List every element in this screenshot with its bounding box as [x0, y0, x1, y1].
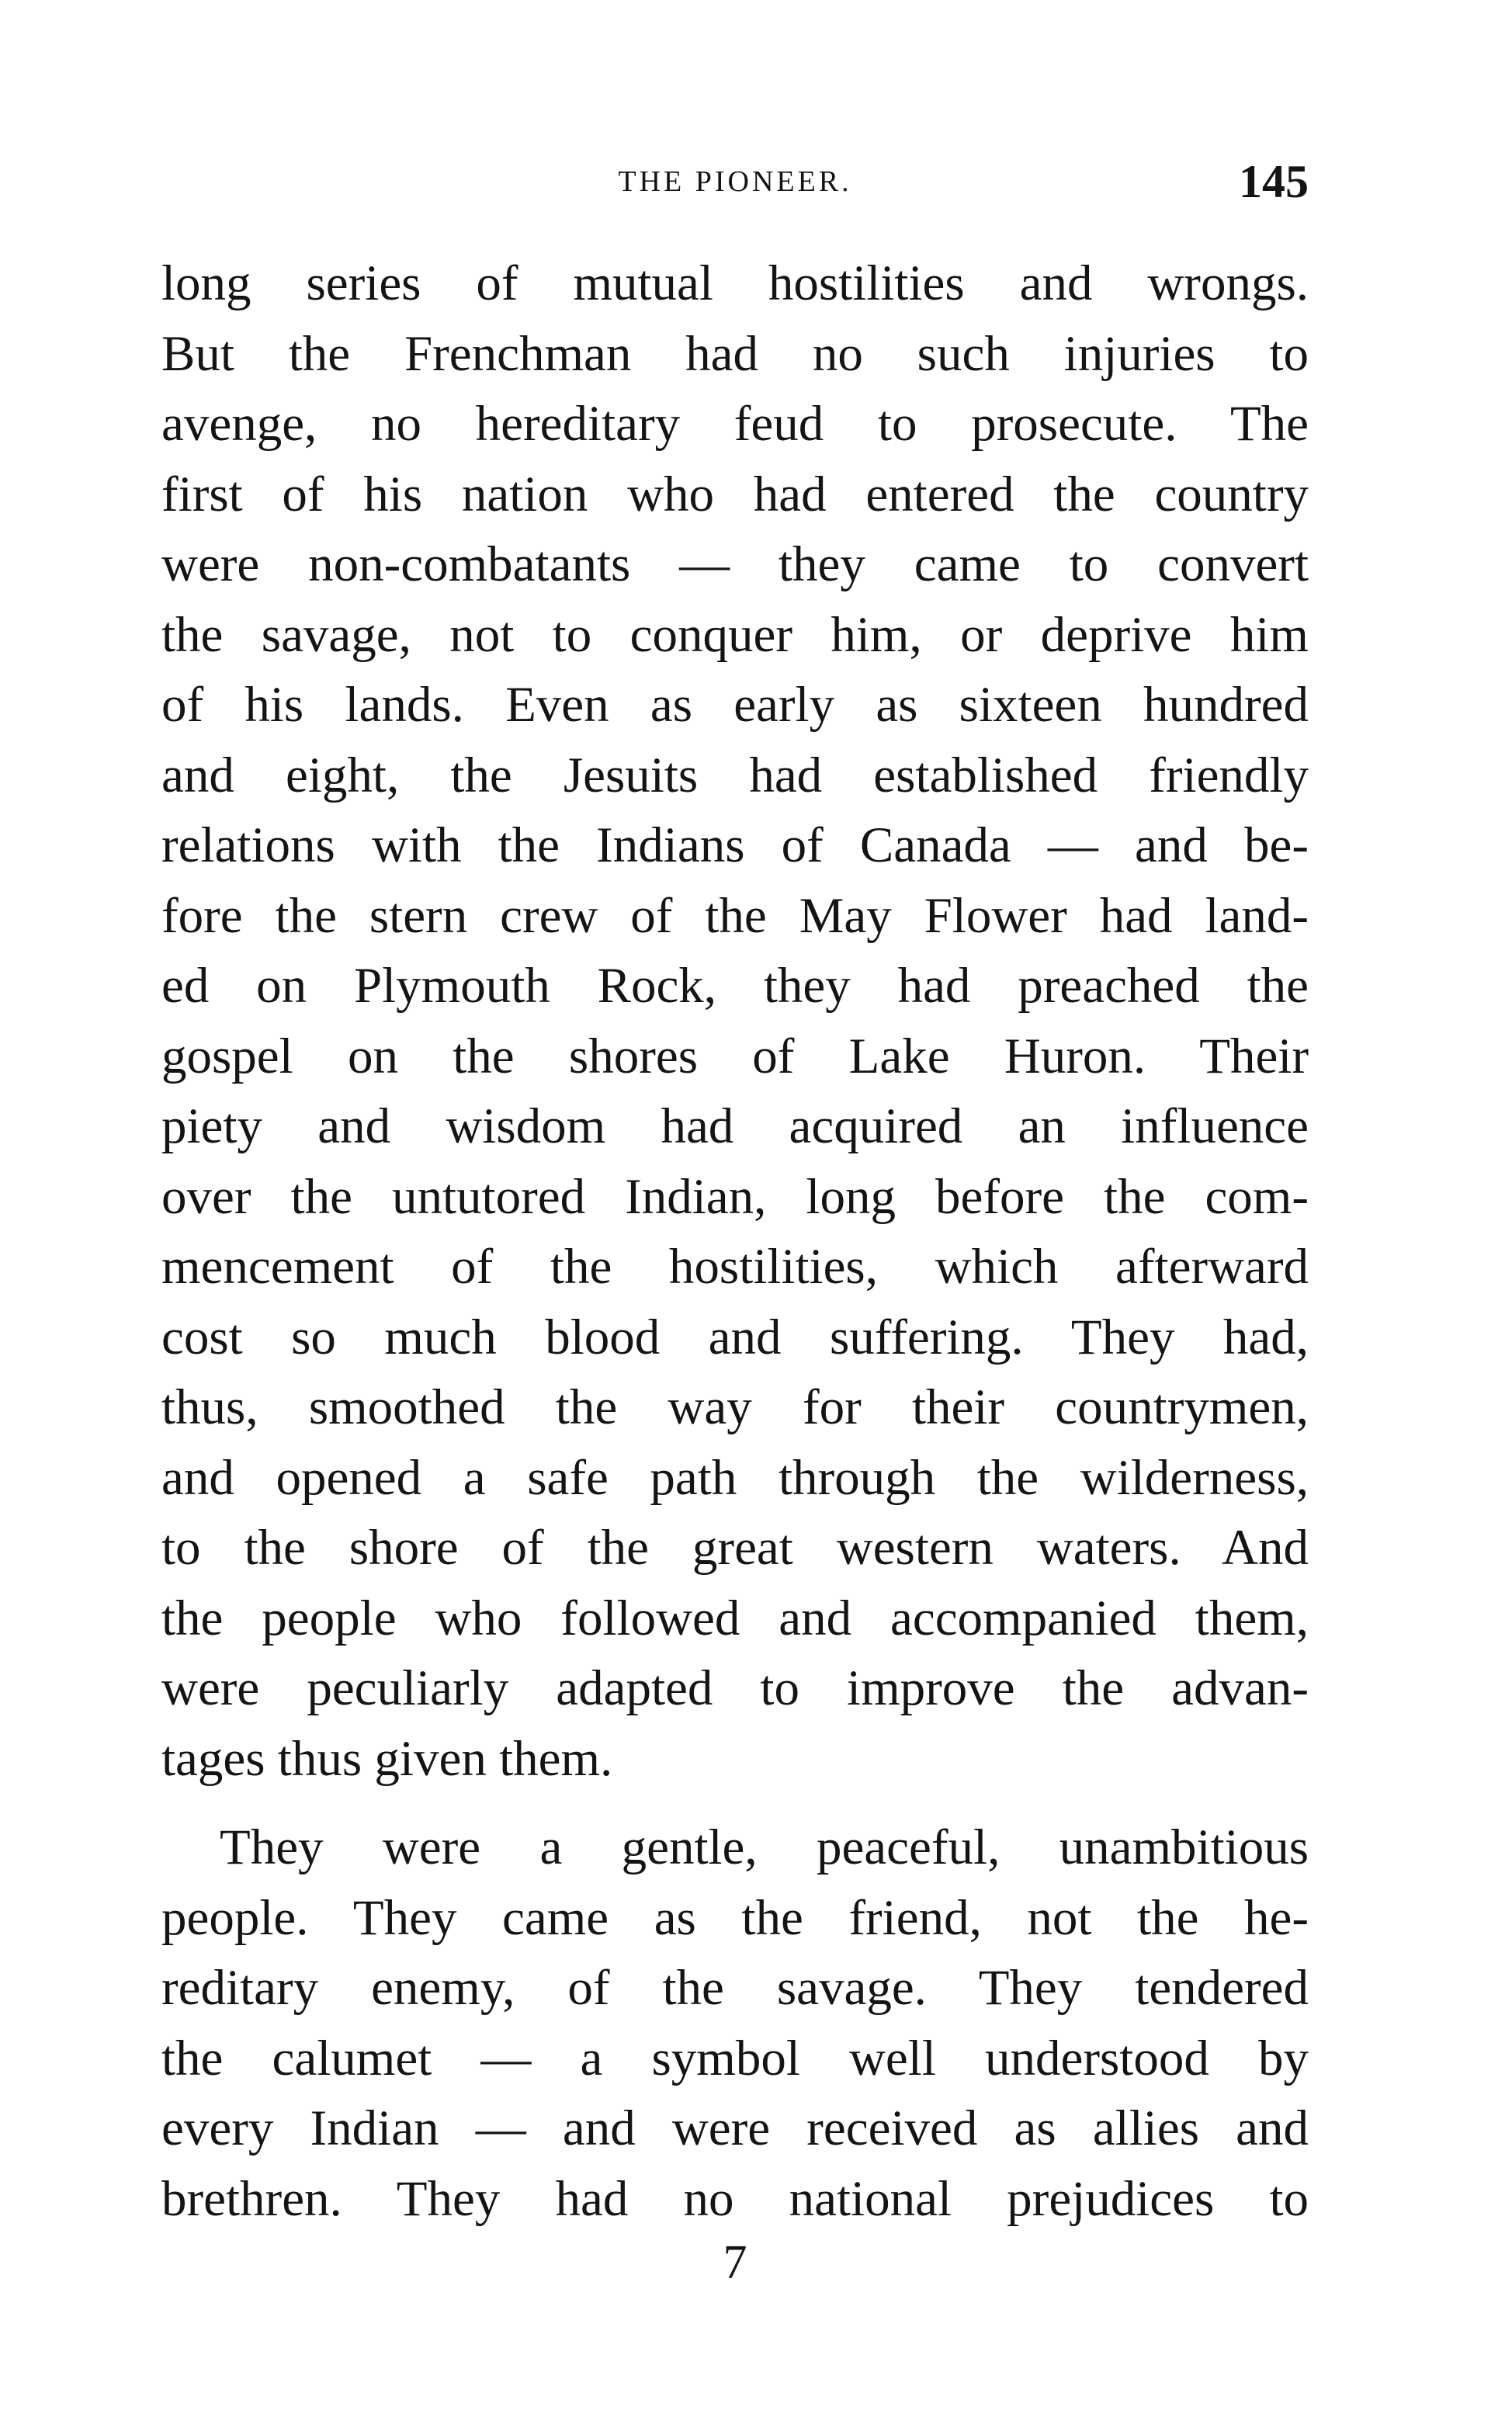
- text-line: piety and wisdom had acquired an influence: [161, 1098, 1309, 1154]
- text-line: tages thus given them.: [161, 1730, 613, 1787]
- running-head: [161, 155, 1309, 217]
- text-line: of his lands. Even as early as sixteen hundred: [161, 677, 1309, 733]
- text-line: But the Frenchman had no such injuries to: [161, 325, 1309, 382]
- text-line: first of his nation who had entered the country: [161, 466, 1309, 522]
- text-line: the calumet — a symbol well understood by: [161, 2030, 1309, 2086]
- text-line: people. They came as the friend, not the he-: [161, 1889, 1309, 1946]
- paragraph-1: [161, 248, 1309, 1794]
- signature-mark: 7: [723, 2236, 747, 2289]
- text-line: mencement of the hostilities, which afterward: [161, 1239, 1309, 1295]
- text-line: long series of mutual hostilities and wrongs.: [161, 255, 1309, 311]
- text-line: and opened a safe path through the wilderness,: [161, 1449, 1309, 1506]
- text-line: relations with the Indians of Canada — and be-: [161, 817, 1309, 873]
- text-line: reditary enemy, of the savage. They tendered: [161, 1960, 1309, 2016]
- text-line: the savage, not to conquer him, or deprive him: [161, 606, 1309, 663]
- text-line: thus, smoothed the way for their countrymen,: [161, 1379, 1309, 1435]
- text-line: the people who followed and accompanied them,: [161, 1590, 1309, 1646]
- running-title: THE PIONEER.: [618, 165, 852, 198]
- text-line: brethren. They had no national prejudices to: [161, 2170, 1309, 2227]
- text-line: were peculiarly adapted to improve the advan-: [161, 1660, 1309, 1716]
- text-line: over the untutored Indian, long before the com-: [161, 1168, 1309, 1225]
- page-number: 145: [1239, 156, 1309, 207]
- text-line: gospel on the shores of Lake Huron. Their: [161, 1028, 1309, 1084]
- paragraph-gap: [161, 1794, 1309, 1812]
- text-line: avenge, no hereditary feud to prosecute. The: [161, 396, 1309, 452]
- text-line: cost so much blood and suffering. They had,: [161, 1309, 1309, 1365]
- text-line: fore the stern crew of the May Flower had land-: [161, 887, 1309, 944]
- text-line: to the shore of the great western waters. And: [161, 1520, 1309, 1576]
- text-line: were non-combatants — they came to convert: [161, 536, 1309, 592]
- body-text: [161, 248, 1309, 2234]
- paragraph-2: [161, 1812, 1309, 2234]
- text-line: every Indian — and were received as allies and: [161, 2100, 1309, 2156]
- text-line: ed on Plymouth Rock, they had preached the: [161, 958, 1309, 1014]
- text-line: and eight, the Jesuits had established friendly: [161, 747, 1309, 803]
- text-line: They were a gentle, peaceful, unambitious: [220, 1819, 1309, 1875]
